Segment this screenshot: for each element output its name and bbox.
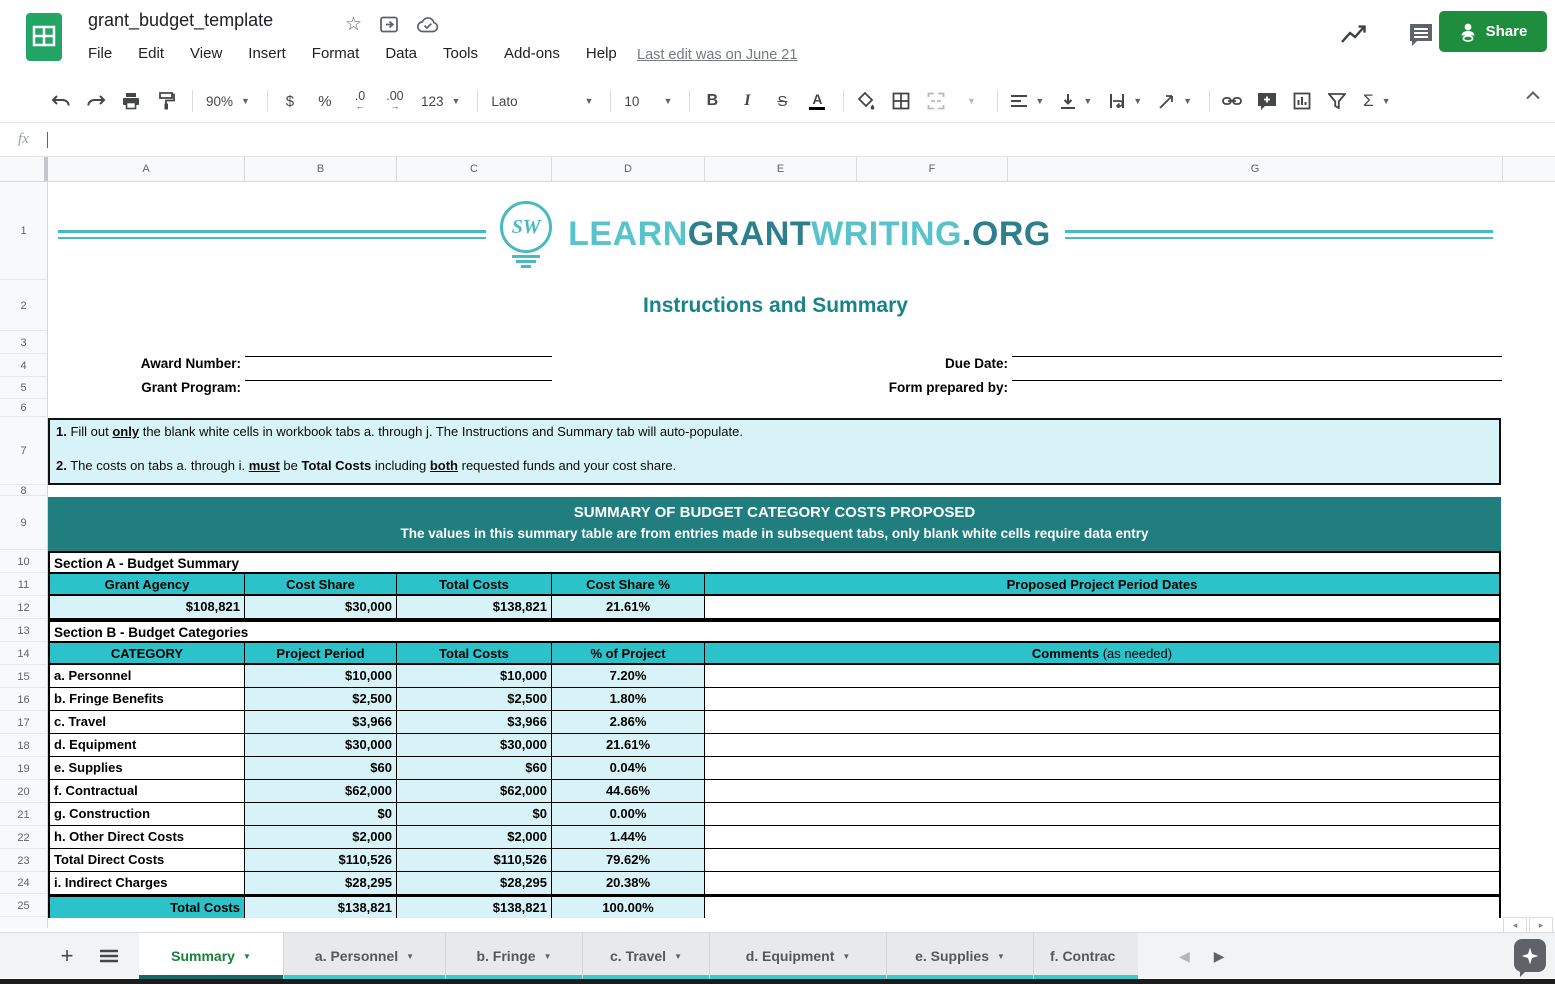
cell-category[interactable]: Total Costs <box>50 897 245 918</box>
tab-caret-icon: ▼ <box>674 951 682 961</box>
cell-comment[interactable] <box>705 897 1499 918</box>
cell-total-costs[interactable]: $138,821 <box>397 897 552 918</box>
cell-comment[interactable] <box>705 872 1499 895</box>
cell-pct-of-project[interactable]: 100.00% <box>552 897 705 918</box>
header-category[interactable]: CATEGORY <box>50 643 245 663</box>
cell-comment[interactable] <box>705 757 1499 780</box>
summary-band-title: SUMMARY OF BUDGET CATEGORY COSTS PROPOSED <box>573 504 976 521</box>
header-project-period-dates[interactable]: Proposed Project Period Dates <box>705 574 1499 594</box>
column-header-G[interactable]: G <box>1008 157 1503 181</box>
text-color-button[interactable]: A <box>804 88 830 114</box>
budget-row <box>50 826 1499 849</box>
sheet-canvas[interactable] <box>48 182 1503 928</box>
budget-row <box>50 688 1499 711</box>
cell-category[interactable]: a. Personnel <box>50 665 245 688</box>
menu-file[interactable]: File <box>88 45 113 62</box>
budget-row <box>50 849 1499 872</box>
document-title[interactable]: grant_budget_template <box>88 10 274 30</box>
chevron-down-icon: ▼ <box>1133 96 1143 106</box>
budget-row <box>50 872 1499 895</box>
summary-band-subtitle: The values in this summary table are from entries made in subsequent tabs, only blank white cells require data entry <box>400 526 1149 541</box>
explore-button[interactable] <box>1514 939 1546 972</box>
chevron-down-icon: ▼ <box>451 96 461 106</box>
row-headers <box>0 182 48 928</box>
row-header-16[interactable]: 16 <box>0 689 47 711</box>
cell-total-costs[interactable]: $28,295 <box>397 872 552 895</box>
cell-cost-share-value[interactable]: $30,000 <box>245 596 397 618</box>
sheet-tab-d-equipment[interactable] <box>710 933 887 979</box>
formula-cursor <box>47 132 48 148</box>
format-percent-button[interactable]: % <box>318 92 332 110</box>
scroll-left-icon[interactable]: ◂ <box>1503 917 1527 933</box>
row-header-21[interactable]: 21 <box>0 804 47 826</box>
merge-cells-button[interactable] <box>923 88 949 114</box>
cell-pct-of-project[interactable]: 1.80% <box>552 688 705 711</box>
section-a-table <box>48 551 1501 620</box>
increase-decimal-button[interactable]: .00 → <box>386 89 404 111</box>
cell-pct-of-project[interactable]: 20.38% <box>552 872 705 895</box>
all-sheets-button[interactable] <box>94 941 124 971</box>
chevron-down-icon: ▼ <box>1381 96 1391 106</box>
tab-caret-icon: ▼ <box>242 951 251 961</box>
row-header-20[interactable]: 20 <box>0 781 47 803</box>
menu-help[interactable]: Help <box>585 45 617 62</box>
row-header-8[interactable]: 8 <box>0 486 47 496</box>
cell-project-period[interactable]: $3,966 <box>245 711 397 734</box>
row-header-6[interactable]: 6 <box>0 400 47 417</box>
formula-bar[interactable] <box>0 123 1555 157</box>
cell-category[interactable]: e. Supplies <box>50 757 245 780</box>
column-header-B[interactable]: B <box>245 157 397 181</box>
row-header-3[interactable]: 3 <box>0 332 47 354</box>
share-person-icon <box>1459 22 1477 42</box>
menu-tools[interactable]: Tools <box>443 45 479 62</box>
menu-insert[interactable]: Insert <box>248 45 286 62</box>
row-header-24[interactable]: 24 <box>0 873 47 894</box>
grant-program-label[interactable]: Grant Program: <box>141 380 241 395</box>
cell-total-costs[interactable]: $2,500 <box>397 688 552 711</box>
cell-comment[interactable] <box>705 665 1499 688</box>
chevron-down-icon: ▼ <box>1083 96 1093 106</box>
menu-edit[interactable]: Edit <box>138 45 165 62</box>
budget-row <box>50 757 1499 780</box>
tab-label: f. Contrac <box>1050 948 1116 964</box>
share-label: Share <box>1485 23 1528 40</box>
merge-cells-caret[interactable]: ▼ <box>966 96 976 106</box>
cell-pct-of-project[interactable]: 2.86% <box>552 711 705 734</box>
last-edit-link[interactable]: Last edit was on June 21 <box>637 47 798 63</box>
sheet-tab-summary[interactable] <box>139 933 284 979</box>
toolbar <box>0 80 1555 123</box>
format-currency-button[interactable]: $ <box>285 92 295 110</box>
sheet-tab-c-travel[interactable] <box>583 933 710 979</box>
row-header-23[interactable]: 23 <box>0 850 47 872</box>
budget-row <box>50 803 1499 826</box>
brand-wordmark: LEARNGRANTWRITING.ORG <box>568 215 1051 253</box>
instructions-box[interactable] <box>48 418 1501 485</box>
budget-row <box>50 665 1499 688</box>
cell-project-period[interactable]: $28,295 <box>245 872 397 895</box>
menu-addons[interactable]: Add-ons <box>504 45 560 62</box>
cell-project-period-dates[interactable] <box>705 596 1499 618</box>
award-number-label[interactable]: Award Number: <box>140 356 241 371</box>
cell-pct-of-project[interactable]: 44.66% <box>552 780 705 803</box>
logo-banner <box>48 192 1503 277</box>
cell-grant-agency-value[interactable]: $108,821 <box>50 596 245 618</box>
column-header-D[interactable]: D <box>552 157 705 181</box>
cell-project-period[interactable]: $60 <box>245 757 397 780</box>
tab-label: d. Equipment <box>745 948 835 964</box>
cell-total-costs[interactable]: $10,000 <box>397 665 552 688</box>
budget-row <box>50 734 1499 757</box>
cell-total-costs[interactable]: $110,526 <box>397 849 552 872</box>
select-all-corner[interactable] <box>0 157 48 181</box>
sheet-tab-bar <box>0 932 1555 978</box>
column-header-C[interactable]: C <box>397 157 552 181</box>
header-cost-share[interactable]: Cost Share <box>245 574 397 594</box>
column-header-A[interactable]: A <box>48 157 245 181</box>
grant-program-field[interactable] <box>245 361 552 381</box>
due-date-field[interactable] <box>1012 337 1502 357</box>
instruction-2: 2. The costs on tabs a. through i. must be Total Costs including both requested funds and your cost share. <box>56 458 677 473</box>
cell-project-period[interactable]: $2,000 <box>245 826 397 849</box>
row-header-11[interactable]: 11 <box>0 574 47 596</box>
cell-project-period[interactable]: $110,526 <box>245 849 397 872</box>
horizontal-align-button[interactable] <box>1007 88 1048 114</box>
row-header-13[interactable]: 13 <box>0 620 47 642</box>
add-sheet-button[interactable]: + <box>60 943 74 968</box>
tab-caret-icon: ▼ <box>997 951 1005 961</box>
move-folder-icon[interactable] <box>380 16 399 33</box>
titlebar <box>0 0 1555 80</box>
menu-data[interactable]: Data <box>385 45 417 62</box>
cell-category[interactable]: i. Indirect Charges <box>50 872 245 895</box>
cell-cost-share-pct-value[interactable]: 21.61% <box>552 596 705 618</box>
cell-comment[interactable] <box>705 711 1499 734</box>
chevron-down-icon: ▼ <box>1183 96 1193 106</box>
more-formats-button[interactable]: 123 ▼ <box>420 93 461 109</box>
tab-label: Summary <box>171 948 235 964</box>
cell-total-costs[interactable]: $3,966 <box>397 711 552 734</box>
section-b-table <box>48 620 1501 918</box>
cell-project-period[interactable]: $2,500 <box>245 688 397 711</box>
filter-button[interactable] <box>1324 88 1350 114</box>
sheet-tab-f-contrac[interactable] <box>1034 933 1138 979</box>
cell-total-costs-value[interactable]: $138,821 <box>397 596 552 618</box>
tab-caret-icon: ▼ <box>842 951 851 961</box>
cell-category[interactable]: c. Travel <box>50 711 245 734</box>
tab-navigation <box>1165 933 1225 979</box>
cell-pct-of-project[interactable]: 79.62% <box>552 849 705 872</box>
budget-row <box>50 711 1499 734</box>
insights-icon[interactable] <box>1339 23 1369 47</box>
budget-row <box>50 895 1499 918</box>
row-header-19[interactable]: 19 <box>0 758 47 780</box>
row-header-1[interactable]: 1 <box>0 182 47 280</box>
zoom-select[interactable]: 90% ▼ <box>206 93 250 109</box>
cell-comment[interactable] <box>705 688 1499 711</box>
row-header-10[interactable]: 10 <box>0 551 47 573</box>
menu-view[interactable]: View <box>190 45 223 62</box>
tab-caret-icon: ▼ <box>406 951 415 961</box>
column-header-E[interactable]: E <box>705 157 857 181</box>
row-header-25[interactable]: 25 <box>0 895 47 917</box>
insert-link-button[interactable] <box>1219 88 1245 114</box>
cell-pct-of-project[interactable]: 1.44% <box>552 826 705 849</box>
cell-project-period[interactable]: $10,000 <box>245 665 397 688</box>
page-title: Instructions and Summary <box>643 294 908 317</box>
section-a-header-row <box>50 574 1499 596</box>
cell-comment[interactable] <box>705 849 1499 872</box>
fill-color-button[interactable] <box>853 88 879 114</box>
strikethrough-button[interactable]: S <box>777 92 788 110</box>
font-select[interactable]: Lato ▼ <box>491 93 594 109</box>
sheets-logo-icon[interactable] <box>26 13 62 61</box>
scroll-right-icon[interactable]: ▸ <box>1529 917 1553 933</box>
cell-pct-of-project[interactable]: 0.04% <box>552 757 705 780</box>
font-size-select[interactable]: 10 ▼ <box>624 93 673 109</box>
row-header-17[interactable]: 17 <box>0 712 47 734</box>
row-header-5[interactable]: 5 <box>0 378 47 399</box>
row-header-18[interactable]: 18 <box>0 735 47 757</box>
instruction-1: 1. Fill out only the blank white cells in workbook tabs a. through j. The Instructions and Summary tab will auto-populate. <box>56 424 743 439</box>
cloud-saved-icon[interactable] <box>417 17 439 33</box>
section-b-title[interactable]: Section B - Budget Categories <box>50 622 1499 643</box>
decrease-decimal-button[interactable]: .0 ← <box>354 89 366 111</box>
tab-label: c. Travel <box>610 948 667 964</box>
header-project-period[interactable]: Project Period <box>245 643 397 663</box>
vertical-align-button[interactable] <box>1057 88 1096 114</box>
insert-chart-button[interactable] <box>1289 88 1315 114</box>
row-header-4[interactable]: 4 <box>0 355 47 377</box>
cell-total-costs[interactable]: $2,000 <box>397 826 552 849</box>
tab-label: e. Supplies <box>915 948 989 964</box>
row-header-14[interactable]: 14 <box>0 643 47 665</box>
logo-rule-right <box>1065 230 1493 239</box>
cell-pct-of-project[interactable]: 0.00% <box>552 803 705 826</box>
header-grant-agency[interactable]: Grant Agency <box>50 574 245 594</box>
column-headers <box>0 157 1555 182</box>
row-header-9[interactable]: 9 <box>0 497 47 550</box>
comment-history-icon[interactable] <box>1407 22 1435 48</box>
chevron-down-icon: ▼ <box>584 96 594 106</box>
sheet-tab-e-supplies[interactable] <box>887 933 1034 979</box>
budget-row <box>50 780 1499 803</box>
cell-comment[interactable] <box>705 803 1499 826</box>
cell-category[interactable]: b. Fringe Benefits <box>50 688 245 711</box>
chevron-down-icon: ▼ <box>1035 96 1045 106</box>
cell-project-period[interactable]: $138,821 <box>245 897 397 918</box>
borders-button[interactable] <box>888 88 914 114</box>
insert-comment-button[interactable] <box>1254 88 1280 114</box>
cell-pct-of-project[interactable]: 7.20% <box>552 665 705 688</box>
cell-project-period[interactable]: $62,000 <box>245 780 397 803</box>
section-a-value-row <box>50 596 1499 618</box>
cell-project-period[interactable]: $0 <box>245 803 397 826</box>
column-header-F[interactable]: F <box>857 157 1008 181</box>
cell-category[interactable]: d. Equipment <box>50 734 245 757</box>
cell-project-period[interactable]: $30,000 <box>245 734 397 757</box>
cell-total-costs[interactable]: $62,000 <box>397 780 552 803</box>
redo-button[interactable] <box>83 88 109 114</box>
award-number-field[interactable] <box>245 337 552 357</box>
tab-nav-left-icon[interactable]: ◀ <box>1179 947 1190 964</box>
form-prepared-label[interactable]: Form prepared by: <box>888 380 1008 395</box>
menu-bar <box>88 45 617 62</box>
section-b-header-row <box>50 643 1499 665</box>
tab-caret-icon: ▼ <box>543 951 552 961</box>
italic-button[interactable]: I <box>744 92 751 109</box>
share-button[interactable] <box>1439 11 1547 52</box>
collapse-toolbar-button[interactable] <box>1525 90 1541 100</box>
header-total-costs[interactable]: Total Costs <box>397 643 552 663</box>
functions-button[interactable]: Σ ▼ <box>1363 91 1391 110</box>
cell-comment[interactable] <box>705 826 1499 849</box>
paint-format-button[interactable] <box>153 88 179 114</box>
bold-button[interactable]: B <box>706 92 719 109</box>
cell-category[interactable]: Total Direct Costs <box>50 849 245 872</box>
cell-comment[interactable] <box>705 780 1499 803</box>
chevron-down-icon: ▼ <box>241 96 250 106</box>
form-prepared-field[interactable] <box>1012 361 1502 381</box>
cell-comment[interactable] <box>705 734 1499 757</box>
due-date-label[interactable]: Due Date: <box>944 356 1008 371</box>
star-icon[interactable]: ☆ <box>345 14 363 35</box>
cell-total-costs[interactable]: $30,000 <box>397 734 552 757</box>
lightbulb-logo-icon: SW <box>500 201 552 268</box>
cell-category[interactable]: f. Contractual <box>50 780 245 803</box>
tab-nav-right-icon[interactable]: ▶ <box>1213 947 1225 964</box>
tab-label: b. Fringe <box>476 948 536 964</box>
fx-icon: fx <box>18 131 29 147</box>
header-comments[interactable]: Comments (as needed) <box>705 643 1499 663</box>
text-wrap-button[interactable] <box>1105 88 1146 114</box>
menu-format[interactable]: Format <box>311 45 360 62</box>
row-header-2[interactable]: 2 <box>0 281 47 331</box>
undo-button[interactable] <box>48 88 74 114</box>
sheet-tab-b-fringe[interactable] <box>446 933 583 979</box>
row-header-22[interactable]: 22 <box>0 827 47 849</box>
summary-band <box>48 497 1501 551</box>
cell-category[interactable]: h. Other Direct Costs <box>50 826 245 849</box>
header-pct-of-project[interactable]: % of Project <box>552 643 705 663</box>
sheet-tab-a-personnel[interactable] <box>284 933 446 979</box>
cell-total-costs[interactable]: $0 <box>397 803 552 826</box>
header-total-costs[interactable]: Total Costs <box>397 574 552 594</box>
row-header-12[interactable]: 12 <box>0 597 47 619</box>
cell-pct-of-project[interactable]: 21.61% <box>552 734 705 757</box>
section-a-title[interactable]: Section A - Budget Summary <box>50 553 1499 574</box>
print-button[interactable] <box>118 88 144 114</box>
text-rotation-button[interactable] <box>1155 88 1196 114</box>
row-header-15[interactable]: 15 <box>0 666 47 688</box>
cell-total-costs[interactable]: $60 <box>397 757 552 780</box>
chevron-down-icon: ▼ <box>663 96 673 106</box>
logo-rule-left <box>58 230 486 239</box>
tab-label: a. Personnel <box>314 948 399 964</box>
row-header-7[interactable]: 7 <box>0 418 47 485</box>
cell-category[interactable]: g. Construction <box>50 803 245 826</box>
window-bottom-edge <box>0 979 1555 984</box>
header-cost-share-pct[interactable]: Cost Share % <box>552 574 705 594</box>
